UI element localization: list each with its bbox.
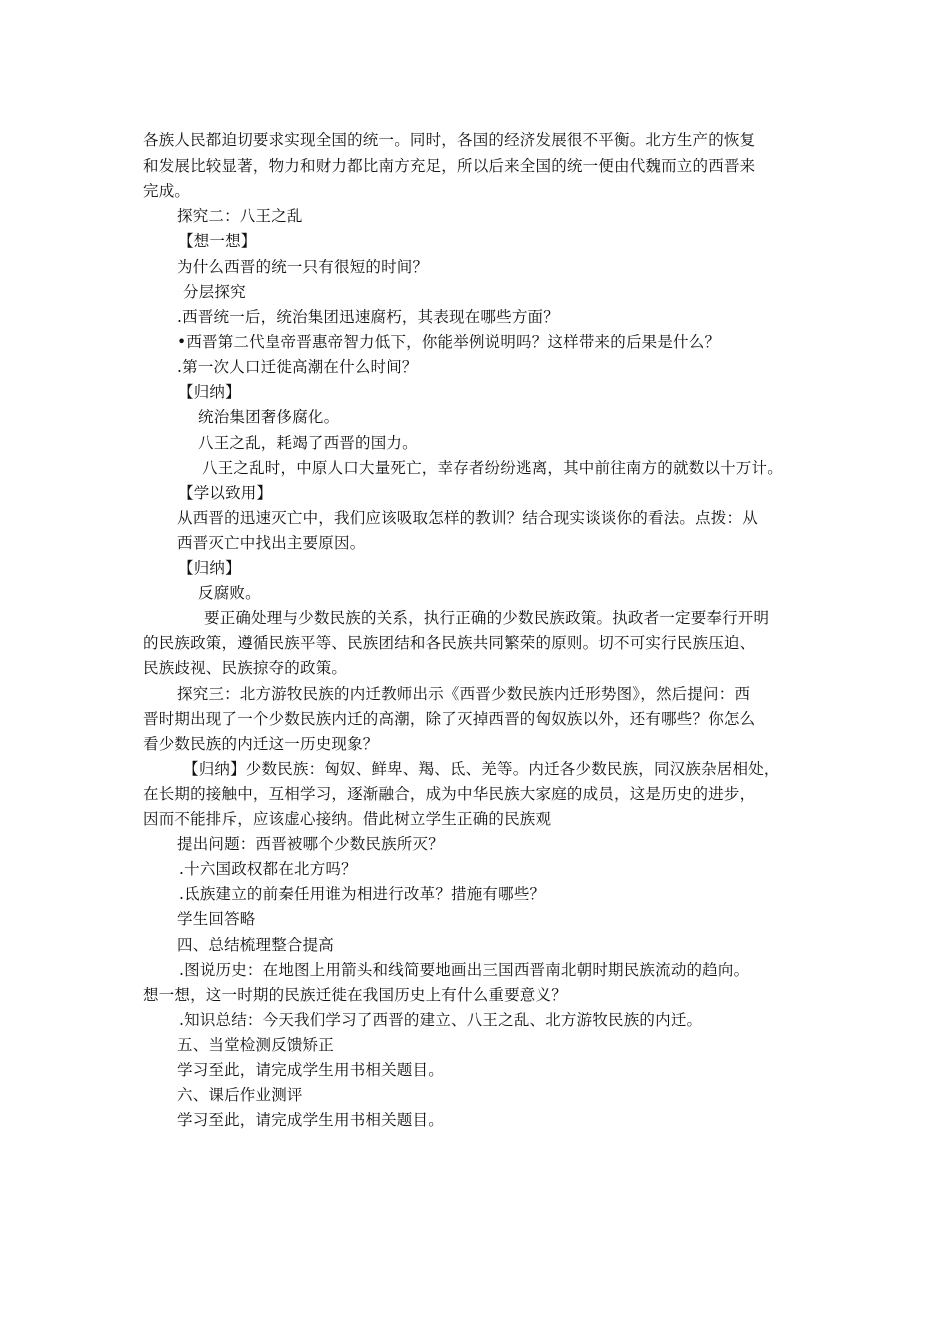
- text-line: 学习至此，请完成学生用书相关题目。: [177, 1061, 444, 1079]
- text-line: 各族人民都迫切要求实现全国的统一。同时，各国的经济发展很不平衡。北方生产的恢复: [143, 131, 756, 149]
- list-item: .十六国政权都在北方吗？: [179, 860, 357, 878]
- list-item: •西晋第二代皇帝晋惠帝智力低下，你能举例说明吗？这样带来的后果是什么？: [177, 333, 721, 351]
- subheading: 【想一想】: [178, 232, 257, 250]
- text-line: 要正确处理与少数民族的关系，执行正确的少数民族政策。执政者一定要奉行开明: [204, 609, 770, 627]
- list-item: .图说历史：在地图上用箭头和线简要地画出三国西晋南北朝时期民族流动的趋向。: [179, 961, 750, 979]
- list-item: .知识总结：今天我们学习了西晋的建立、八王之乱、北方游牧民族的内迁。: [179, 1011, 703, 1029]
- section-heading: 五、当堂检测反馈矫正: [177, 1036, 335, 1054]
- list-item: .氐族建立的前秦任用谁为相进行改革？措施有哪些？: [179, 885, 546, 903]
- list-item: .第一次人口迁徙高潮在什么时间？: [177, 358, 418, 376]
- text-line: 分层探究: [183, 283, 246, 301]
- text-line: 为什么西晋的统一只有很短的时间？: [177, 258, 429, 276]
- text-line: 的民族政策，遵循民族平等、民族团结和各民族共同繁荣的原则。切不可实行民族压迫、: [143, 634, 756, 652]
- text-line: 民族歧视、民族掠夺的政策。: [143, 659, 348, 677]
- text-line: 看少数民族的内迁这一历史现象？: [143, 735, 379, 753]
- list-item: .西晋统一后，统治集团迅速腐朽，其表现在哪些方面？: [177, 308, 559, 326]
- text-line: 统治集团奢侈腐化。: [198, 408, 340, 426]
- text-line: 学习至此，请完成学生用书相关题目。: [177, 1111, 444, 1129]
- text-line: 从西晋的迅速灭亡中，我们应该吸取怎样的教训？结合现实谈谈你的看法。点拨：从: [177, 509, 758, 527]
- text-line: 八王之乱时，中原人口大量死亡，幸存者纷纷逃离，其中前往南方的就数以十万计。: [202, 459, 783, 477]
- subheading: 【归纳】: [178, 383, 241, 401]
- subheading: 【学以致用】: [178, 484, 273, 502]
- text-line: 【归纳】少数民族：匈奴、鲜卑、羯、氐、羌等。内迁各少数民族，同汉族杂居相处，: [183, 760, 780, 778]
- section-heading: 六、课后作业测评: [177, 1086, 303, 1104]
- text-line: 完成。: [143, 182, 191, 200]
- text-line: 想一想，这一时期的民族迁徙在我国历史上有什么重要意义？: [143, 986, 567, 1004]
- text-line: 学生回答略: [177, 910, 256, 928]
- text-line: 八王之乱，耗竭了西晋的国力。: [198, 434, 418, 452]
- section-heading: 探究三：北方游牧民族的内迁教师出示《西晋少数民族内迁形势图》，然后提问：西: [177, 685, 751, 703]
- section-heading: 四、总结梳理整合提高: [177, 936, 335, 954]
- section-heading: 探究二：八王之乱: [177, 207, 303, 225]
- text-line: 西晋灭亡中找出主要原因。: [177, 534, 366, 552]
- text-line: 提出问题：西晋被哪个少数民族所灭？: [177, 835, 444, 853]
- text-line: 反腐败。: [198, 584, 261, 602]
- text-line: 和发展比较显著，物力和财力都比南方充足，所以后来全国的统一便由代魏而立的西晋来: [143, 157, 756, 175]
- text-line: 晋时期出现了一个少数民族内迁的高潮，除了灭掉西晋的匈奴族以外，还有哪些？你怎么: [143, 710, 756, 728]
- text-line: 因而不能排斥，应该虚心接纳。借此树立学生正确的民族观: [143, 810, 552, 828]
- text-line: 在长期的接触中，互相学习，逐渐融合，成为中华民族大家庭的成员，这是历史的进步，: [143, 785, 756, 803]
- subheading: 【归纳】: [178, 559, 241, 577]
